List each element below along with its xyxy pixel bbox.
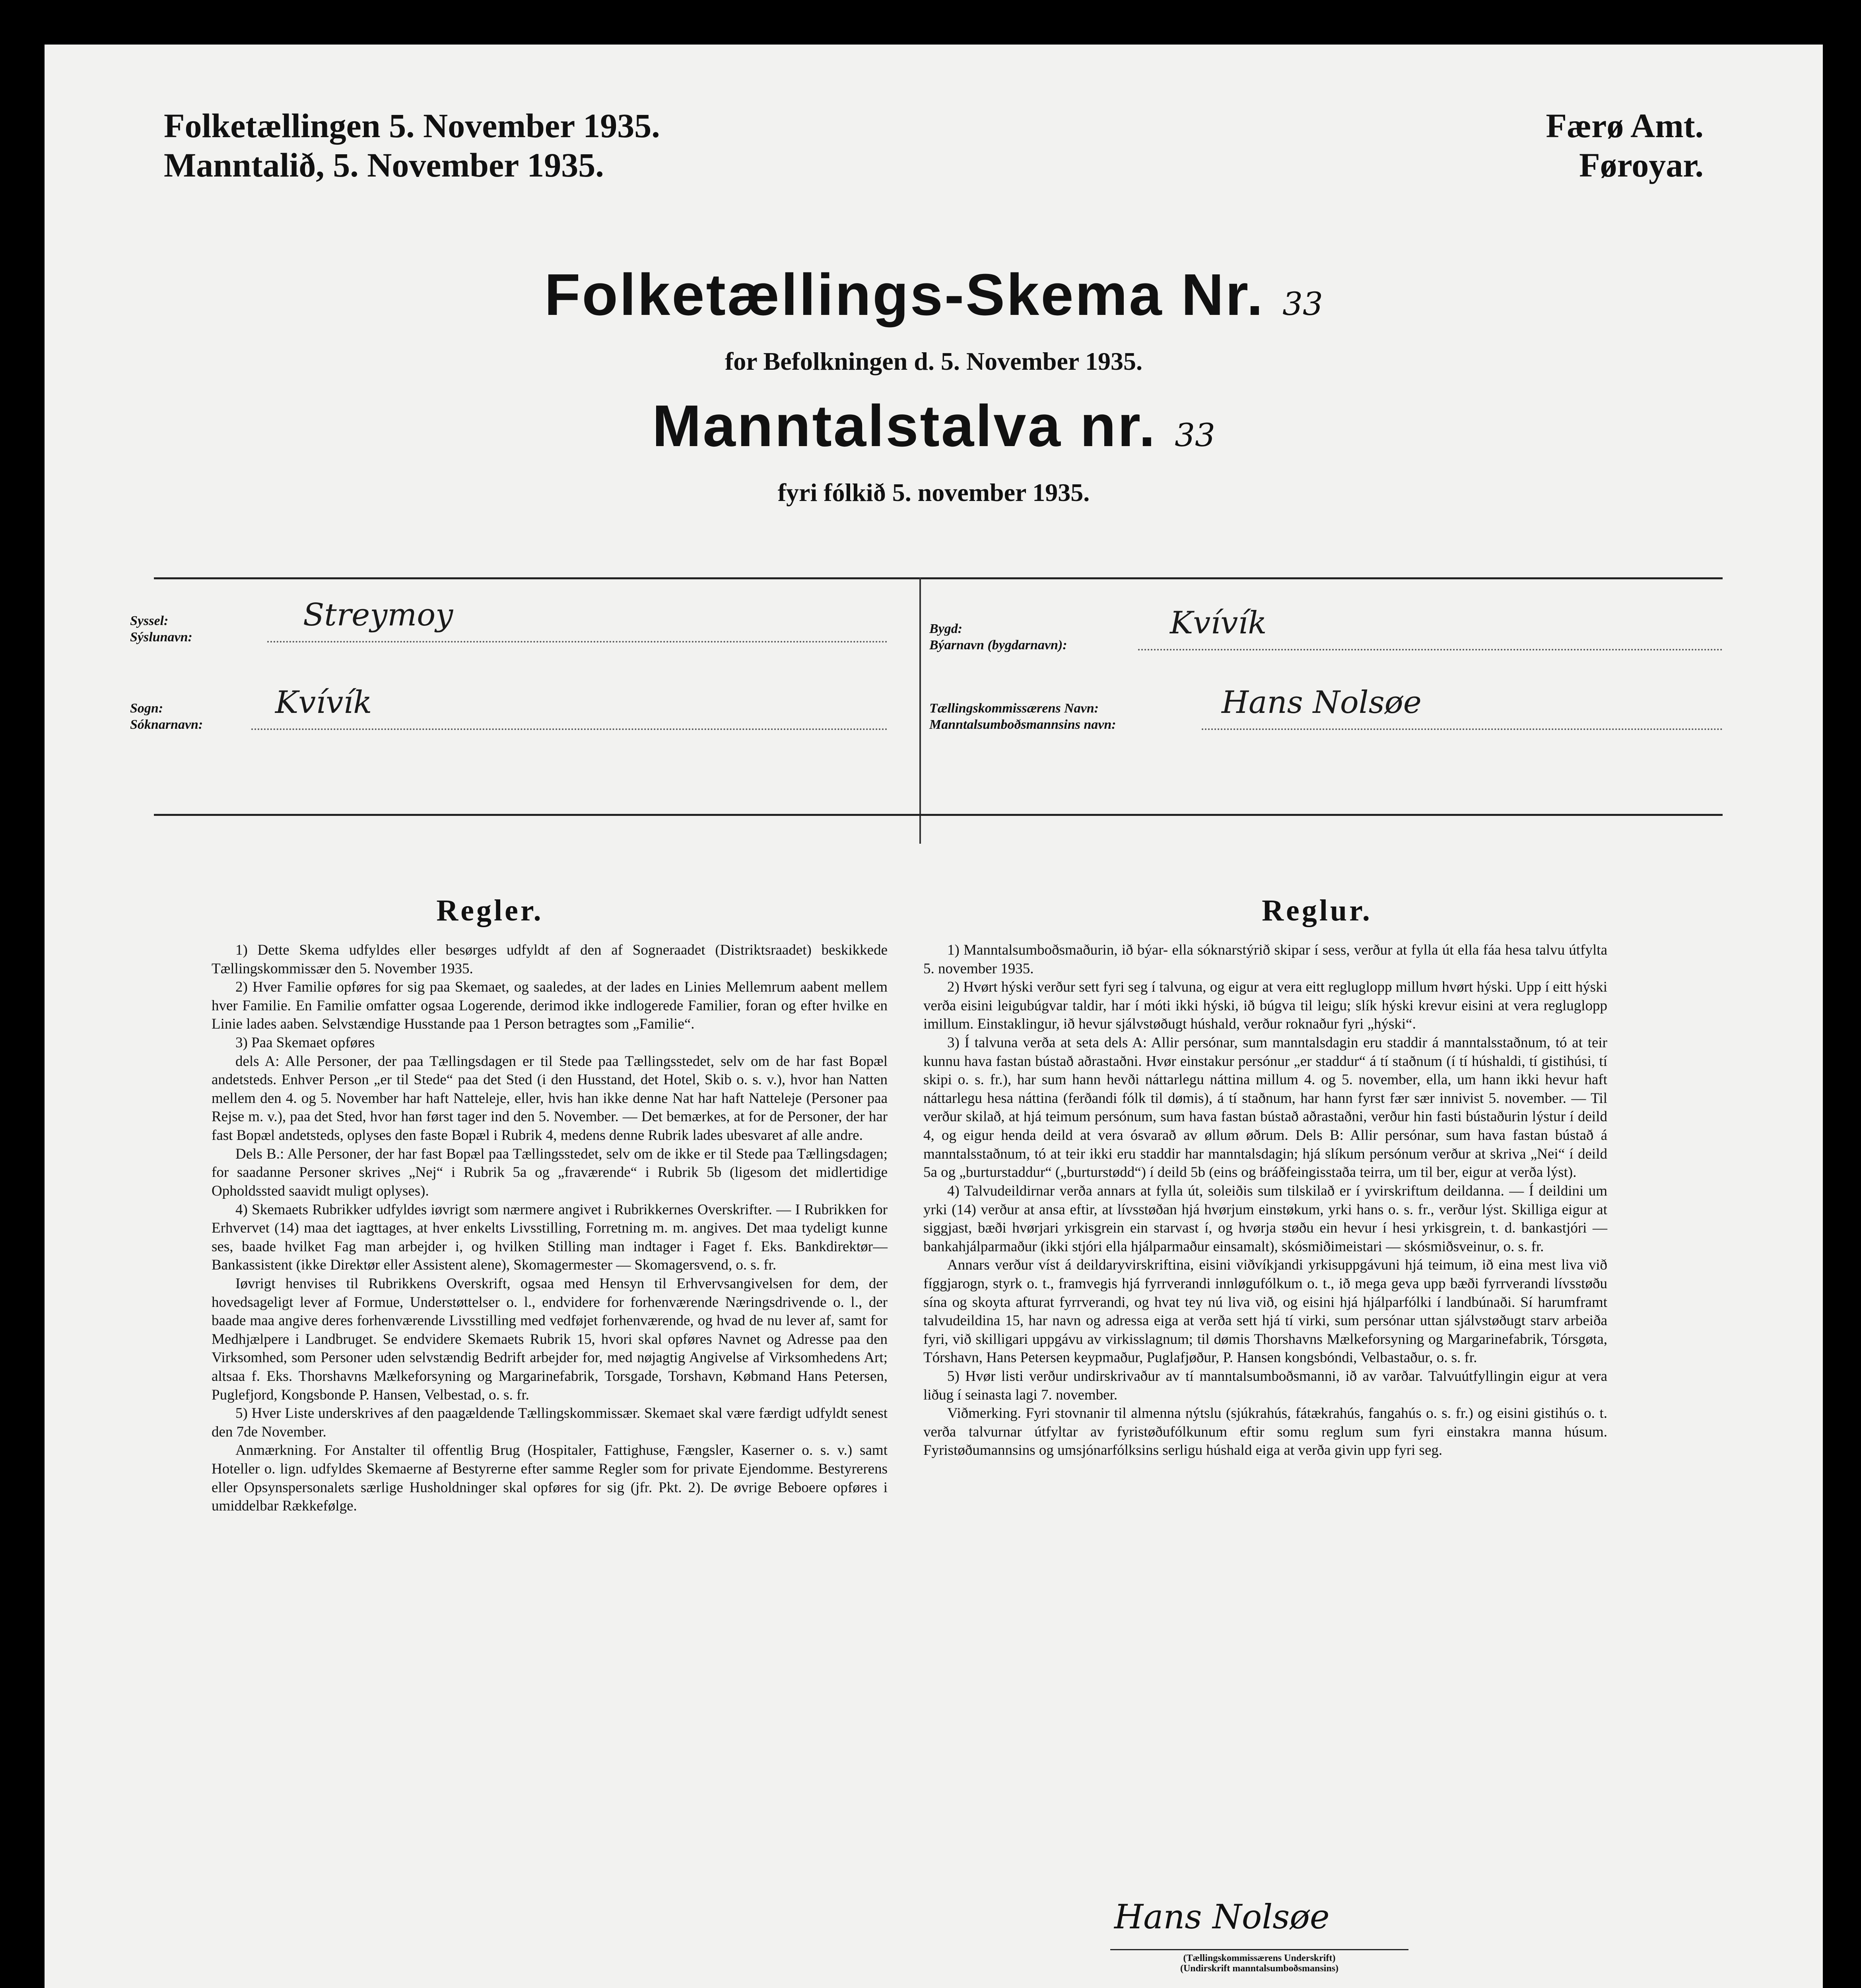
reglur-paragraph: 3) Í talvuna verða at seta dels A: Allir persónar, sum manntalsdagin eru staddir á manntalsstaðnum, tó at teir kunnu hava fastan bústað aðrastaðni. Hvør einstakur persónur „er staddur“ á tí staðnum (í tí húshaldi, tí gistihúsi, tí skipi o. s. fr.), har sum hann hevði náttarlegu náttina millum 4. og 5. november, ella, um hann ikki hevur haft náttarlegu hesa náttina (ferðandi fólk til dømis), á tí staðnum, har hann fyrst fær sær innivist 5. november. — Til verður skilað, at hjá teimum persónum, sum hava fastan bústað aðrastaðni, verður hin fasti bústaðurin lýstur í deild 4, og eigur henda deild at vera ósvarað av øllum øðrum. Dels B: Allir persónar, sum hava fastan bústað á manntalsstaðnum, tó at teir ikki eru staddir har manntalsdagin; hjá slíkum persónum verður at skriva „Nei“ í deild 5a og „burturstaddur“ („burturstødd“) í deild 5b (eins og bráðfeingisstaða teirra, um til ber, eigur at verða lýst).: [923, 1035, 1607, 1181]
form-title-danish: Folketællings-Skema Nr. 33: [544, 262, 1323, 328]
census-title-faroese: Manntalið, 5. November 1935.: [164, 146, 604, 184]
regler-column: [212, 941, 888, 1516]
bygd-value[interactable]: Kvívík: [1170, 605, 1267, 641]
reglur-paragraph: 5) Hvør listi verður undirskrivaður av tí manntalsumboðsmanni, ið av varðar. Talvuútfyllingin eigur at vera liðug í seinasta lagi 7. november.: [923, 1368, 1607, 1403]
regler-paragraph: Anmærkning. For Anstalter til offentlig Brug (Hospitaler, Fattighuse, Fængsler, Kaserner o. s. v.) samt Hoteller o. lign. udfyldes Skemaerne af Bestyrerne efter samme Regler som for private Ejendomme. Bestyrerens eller Opsynspersonalets særlige Husholdninger skal opføres for sig (jfr. Pkt. 2). De øvrige Beboere opføres i umiddelbar Rækkefølge.: [212, 1442, 888, 1514]
signature-rule: [1110, 1949, 1408, 1950]
regler-paragraph: 5) Hver Liste underskrives af den paagældende Tællingskommissær. Skemaet skal være færdigt udfyldt senest den 7de November.: [212, 1405, 888, 1440]
syssel-label: Syssel: Sýslunavn:: [130, 613, 192, 645]
county-danish: Færø Amt.: [1546, 107, 1704, 145]
regler-paragraph: 2) Hver Familie opføres for sig paa Skemaet, og saaledes, at der lades en Linies Mellemrum aabent mellem hver Familie. En Familie omfatter ogsaa Logerende, derimod ikke indlogerede Familier, foran og efter hvilke en Linie lades aaben. Selvstændige Husstande paa 1 Person betragtes som „Familie“.: [212, 979, 888, 1033]
form-number-danish: 33: [1282, 285, 1323, 322]
form-subtitle-danish: for Befolkningen d. 5. November 1935.: [725, 347, 1143, 375]
regler-paragraph: 4) Skemaets Rubrikker udfyldes iøvrigt som nærmere angivet i Rubrikkernes Overskrifter. — I Rubrikken for Erhvervet (14) maa det iagttages, at hver enkelts Livsstilling, Forretning m. m. angives. Det maa tydeligt kunne ses, baade hvilket Fag man arbejder i, og hvilken Stilling man indtager i Faget f. Eks. Bankdirektør—Bankassistent (ikke Direktør eller Assistent alene), Skomagermester — Skomagersvend, o. s. fr.: [212, 1201, 888, 1274]
signature: Hans Nolsøe: [1114, 1897, 1330, 1936]
form-subtitle-faroese: fyri fólkið 5. november 1935.: [777, 478, 1090, 507]
sogn-dotted-line: [251, 728, 888, 730]
reglur-paragraph: 1) Manntalsumboðsmaðurin, ið býar- ella sóknarstýrið skipar í sess, verður at fylla út ella fáa hesa talvu útfylta 5. november 1935.: [923, 942, 1607, 977]
field-box-top-rule: [154, 577, 1723, 579]
field-box-bottom-rule: [154, 814, 1723, 816]
regler-paragraph: 3) Paa Skemaet opføres: [235, 1035, 375, 1051]
form-number-faroese: 33: [1175, 417, 1215, 454]
kommissaer-label: Tællingskommissærens Navn: Manntalsumboðsmannsins navn:: [929, 701, 1116, 732]
kommissaer-dotted-line: [1202, 728, 1723, 730]
header-left: [164, 106, 660, 185]
sogn-label: Sogn: Sóknarnavn:: [130, 701, 203, 732]
regler-paragraph: Dels B.: Alle Personer, der har fast Bopæl paa Tællingsstedet, selv om de ikke er til Stede paa Tællingsdagen; for saadanne Personer skrives „Nej“ i Rubrik 5a og „fraværende“ i Rubrik 5b (ligesom det midlertidige Opholdssted saavidt muligt oplyses).: [212, 1145, 888, 1199]
regler-title: Regler.: [436, 894, 544, 927]
county-faroese: Føroyar.: [1579, 146, 1704, 184]
form-title-faroese: Manntalstalva nr. 33: [652, 393, 1215, 459]
bygd-label: Bygd: Býarnavn (bygdarnavn):: [929, 621, 1067, 652]
kommissaer-value[interactable]: Hans Nolsøe: [1222, 685, 1422, 720]
census-title-danish: Folketællingen 5. November 1935.: [164, 107, 660, 145]
syssel-value[interactable]: Streymoy: [303, 597, 453, 633]
reglur-paragraph: 2) Hvørt hýski verður sett fyri seg í talvuna, og eigur at vera eitt regluglopp millum hvørt hýski. Upp í eitt hýski verða eisini leigubúgvar taldir, har í móti ikki hýski, ið búgva til leigu; slík hýski krevur eisini at vera regluglopp imillum. Einstaklingur, ið hevur sjálvstøðugt húshald, verður roknaður fyri „hýski“.: [923, 979, 1607, 1033]
reglur-paragraph: Viðmerking. Fyri stovnanir til almenna nýtslu (sjúkrahús, fátækrahús, fangahús o. s. fr.) og eisini gistihús o. t. verða talvurnar útfyltar av fyristøðufólkunum eftir somu reglum sum fyri einstakra manna húsum. Fyristøðumannsins og umsjónarfólksins serligu húshald eiga at verða givin upp fyri seg.: [923, 1405, 1607, 1459]
regler-paragraph: 1) Dette Skema udfyldes eller besørges udfyldt af den af Sogneraadet (Distriktsraadet) beskikkede Tællingskommissær den 5. November 1935.: [212, 942, 888, 977]
field-box-divider: [919, 577, 921, 844]
reglur-paragraph: Annars verður víst á deildaryvirskriftina, eisini viðvíkjandi yrkisuppgávuni hjá teimum, ið eina mest liva við fíggjarogn, styrk o. t., framvegis hjá fyrrverandi innløgufólkum o. t., ið mega geva upp bæði fyrrverandi lívsstøðu sína og skoyta afturat fyrrverandi, og hvat tey nú liva við, og eisini hjá hjálparfólki í landbúnaði. Sí harumframt talvudeildina 15, har navn og adressa eiga at verða sett hjá tí virki, sum persónar uttan sjálvstøðugt starv arbeiða fyri, við skilligari uppgávu av virkisslagnum; til dømis Thorshavns Mælkeforsyning og Margarinefabrik, Tórsgøta, Tórshavn, Hans Petersen keypmaður, Puglafjøður, P. Hansen kongsbóndi, Velbastaður, o. s. fr.: [923, 1257, 1607, 1366]
regler-paragraph: dels A: Alle Personer, der paa Tællingsdagen er til Stede paa Tællingsstedet, selv om de har fast Bopæl andetsteds. Enhver Person „er til Stede“ paa det Sted (i den Husstand, det Hotel, Skib o. s. v.), hvor han Natten mellem den 4. og 5. November har haft Natteleje, eller, hvis han ikke denne Nat har haft Natteleje (Personer paa Rejse m. v.), paa det Sted, hvor han først tager ind den 5. November. — Det bemærkes, at for de Personer, der har fast Bopæl andetsteds, oplyses den faste Bopæl i Rubrik 4, medens denne Rubrik lades ubesvaret af alle andre.: [212, 1053, 888, 1144]
census-form-page: [45, 45, 1823, 1988]
sogn-value[interactable]: Kvívík: [275, 685, 372, 720]
reglur-paragraph: 4) Talvudeildirnar verða annars at fylla út, soleiðis sum tilskilað er í yvirskriftum deildanna. — Í deildini um yrki (14) verður at ansa eftir, at lívsstøðan hjá hvørjum einstøkum, yrki hans o. s. fr., verður lýst. Skilliga eigur at siggjast, bæði hvørjari yrkisgrein ein starvast í, og hvørja støðu ein hevur í hesi yrkisgrein, t. d. bankastjóri — bankahjálparmaður (ikki stjóri ella hjálparmaður einsamalt), skósmiðimeistari — skósmiðsveinur, o. s. fr.: [923, 1182, 1607, 1255]
bygd-dotted-line: [1138, 649, 1723, 650]
reglur-column: [923, 941, 1607, 1460]
reglur-title: Reglur.: [1262, 894, 1372, 927]
header-right: [1546, 106, 1704, 185]
regler-paragraph: Iøvrigt henvises til Rubrikkens Overskrift, ogsaa med Hensyn til Erhvervsangivelsen for dem, der hovedsageligt lever af Formue, Understøttelser o. l., endvidere for forhenværende Næringsdrivende o. l., der baade maa angive deres forhenværende Livsstilling med vedføjet forhenværende, og hvad de nu lever af, samt for Medhjælpere i Landbruget. Se endvidere Skemaets Rubrik 15, hvori skal opføres Navnet og Adresse paa den Virksomhed, som Personer uden selvstændig Bedrift arbejder for, med nøjagtig Angivelse af Virksomhedens Art; altsaa f. Eks. Thorshavns Mælkeforsyning og Margarinefabrik, Torsgade, Torshavn, Købmand Hans Petersen, Puglefjord, Kongsbonde P. Hansen, Velbestad, o. s. fr.: [212, 1275, 888, 1403]
syssel-dotted-line: [267, 641, 888, 643]
signature-caption: (Tællingskommissærens Underskrift) (Undirskrift manntalsumboðsmansins): [1180, 1953, 1339, 1974]
